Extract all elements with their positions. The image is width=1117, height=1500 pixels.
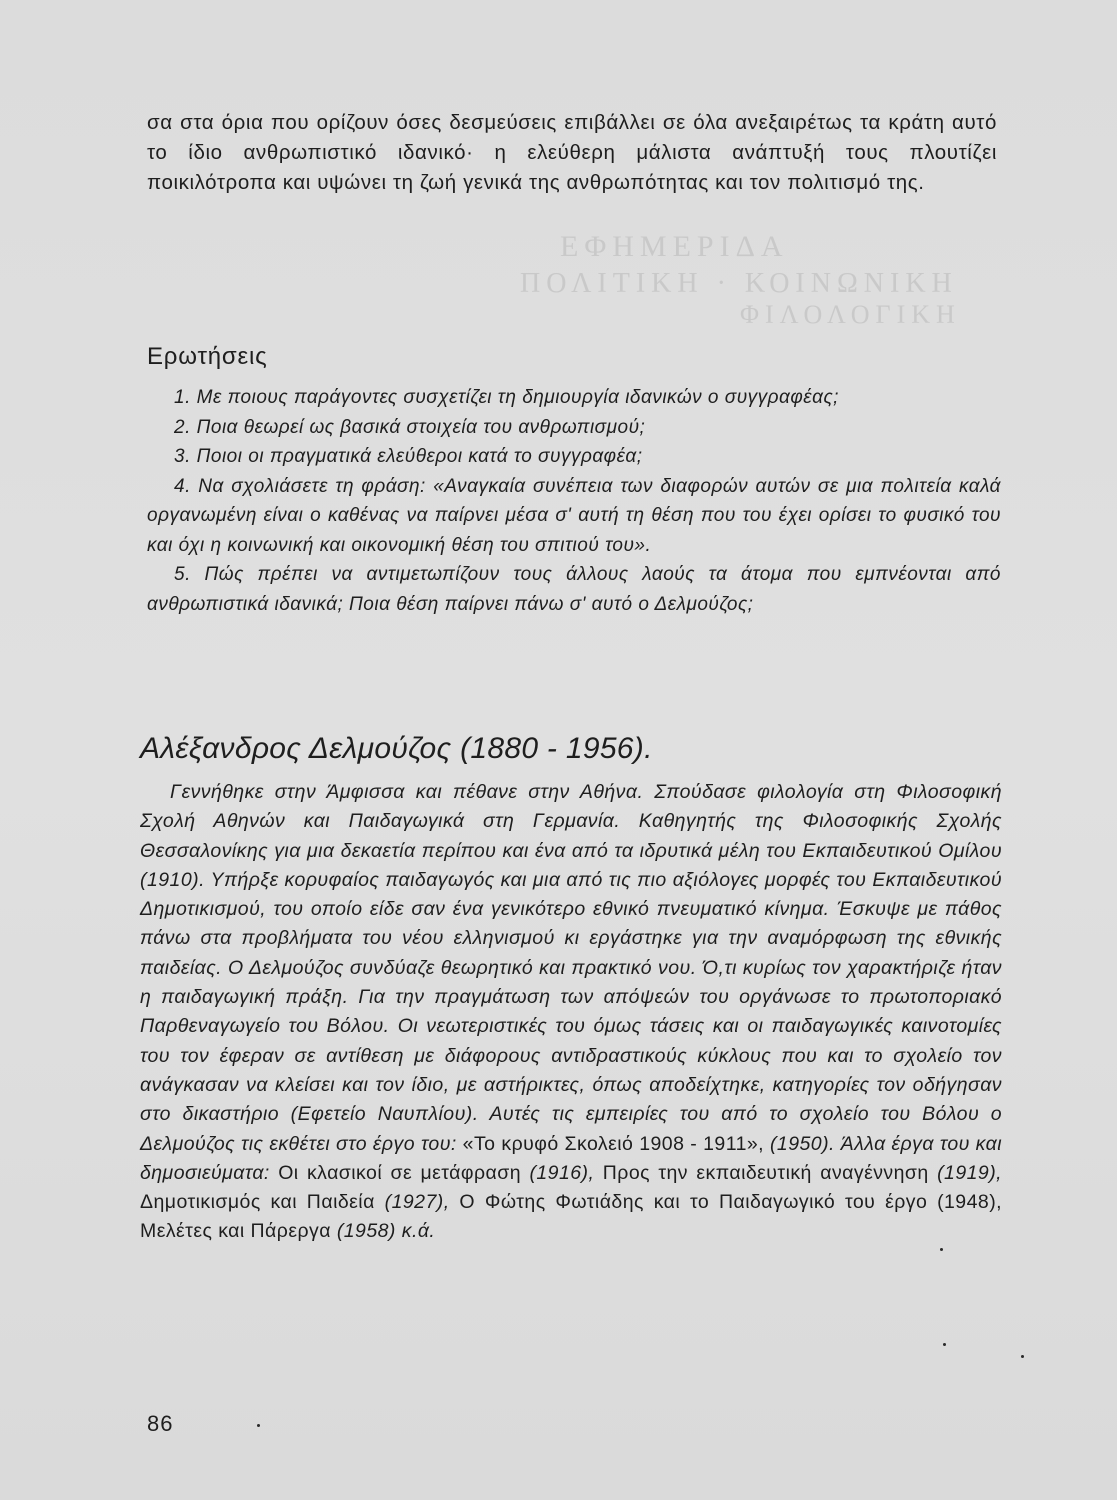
other-works-label: Άλλα έργα του και δημοσιεύματα: — [140, 1132, 1002, 1184]
question-item: 2. Ποια θεωρεί ως βασικά στοιχεία του ανθρωπισμού; — [174, 416, 646, 438]
work-title: Προς την εκπαιδευτική αναγέννηση — [602, 1161, 929, 1184]
questions-heading: Ερωτήσεις — [147, 343, 268, 370]
intro-text: σα στα όρια που ορίζουν όσες δεσμεύσεις επιβάλλει σε όλα ανεξαιρέτως τα κράτη αυτό το ίδιο ανθρωπιστικό ιδανικό· η ελεύθερη μάλιστα ανάπτυξή τους πλουτίζει ποικιλότροπα και υψώνει τη ζωή γενικά της ανθρωπότητας και τον πολιτισμό της. — [147, 111, 997, 194]
question-item: 5. Πώς πρέπει να αντιμετωπίζουν τους άλλους λαούς τα άτομα που εμπνέονται από ανθρωπιστικά ιδανικά; Ποια θέση παίρνει πάνω σ' αυτό ο Δελμούζος; — [147, 564, 1001, 615]
questions-list — [147, 383, 1001, 619]
work-year: (1919), — [937, 1161, 1003, 1184]
biography-title: Αλέξανδρος Δελμούζος (1880 - 1956). — [140, 732, 653, 765]
work-title: Ο Φώτης Φωτιάδης και το Παιδαγωγικό του έργο (1948), Μελέτες και Πάρεργα — [140, 1191, 1003, 1243]
ink-speck — [1021, 1355, 1024, 1358]
page-number: 86 — [147, 1411, 174, 1436]
ink-speck — [257, 1424, 260, 1427]
show-through-ghost: ΠΟΛΙΤΙΚΗ · ΚΟΙΝΩΝΙΚΗ — [520, 268, 958, 299]
show-through-ghost: ΕΦΗΜΕΡΙΔΑ — [560, 230, 789, 263]
question-item: 4. Να σχολιάσετε τη φράση: «Αναγκαία συνέπεια των διαφορών αυτών σε μια πολιτεία καλά οργανωμένη είναι ο καθένας να παίρνει μέσα σ' αυτή τη θέση που του έχει ορίσει το φυσικό του και όχι η κοινωνική και οικονομική θέση του σπιτιού του». — [147, 475, 1001, 556]
work-year: (1958) κ.ά. — [336, 1220, 436, 1243]
work-year: (1916), — [529, 1161, 595, 1184]
biography-text: Γεννήθηκε στην Άμφισσα και πέθανε στην Αθήνα. Σπούδασε φιλολογία στη Φιλοσοφική Σχολή Αθηνών και Παιδαγωγικά στη Γερμανία. Καθηγητής της Φιλοσοφικής Σχολής Θεσσαλονίκης για μια δεκαετία περίπου και ένα από τα ιδρυτικά μέλη του Εκπαιδευτικού Ομίλου (1910). Υπήρξε κορυφαίος παιδαγωγός και μια από τις πιο αξιόλογες μορφές του Εκπαιδευτικού Δημοτικισμού, του οποίο είδε σαν ένα γενικότερο εθνικό πνευματικό κίνημα. Έσκυψε με πάθος πάνω στα προβλήματα του νέου ελληνισμού κι εργάστηκε για την αναμόρφωση της εθνικής παιδείας. Ο Δελμούζος συνδύαζε θεωρητικό και πρακτικό νου. Ό,τι κυρίως τον χαρακτήριζε ήταν η παιδαγωγική πράξη. Για την πραγμάτωση των απόψεών του οργάνωσε το πρωτοποριακό Παρθεναγωγείο του Βόλου. Οι νεωτεριστικές του όμως τάσεις και οι παιδαγωγικές καινοτομίες του τον έφεραν σε αντίθεση με διάφορους αντιδραστικούς κύκλους που και το σχολείο τον ανάγκασαν να κλείσει και τον ίδιο, με αστήρικτες, όπως αποδείχτηκε, κατηγορίες τον οδήγησαν στο δικαστήριο (Εφετείο Ναυπλίου). Αυτές τις εμπειρίες του από το σχολείο του Βόλου ο Δελμούζος τις εκθέτει στο έργο του: — [140, 781, 1002, 1155]
work-title: Δημοτικισμός και Παιδεία — [140, 1191, 375, 1214]
work-title: Οι κλασικοί σε μετάφραση — [278, 1161, 522, 1184]
work-year: (1927), — [384, 1191, 450, 1214]
work-title: «Το κρυφό Σκολειό 1908 - 1911», — [462, 1132, 765, 1155]
show-through-ghost: ΦΙΛΟΛΟΓΙΚΗ — [740, 300, 961, 329]
ink-speck — [940, 1248, 943, 1251]
intro-paragraph — [147, 108, 997, 198]
biography-paragraph — [140, 778, 1002, 1247]
work-year: (1950). — [769, 1132, 835, 1155]
question-item: 1. Με ποιους παράγοντες συσχετίζει τη δημιουργία ιδανικών ο συγγραφέας; — [174, 387, 839, 408]
ink-speck — [943, 1343, 946, 1346]
question-item: 3. Ποιοι οι πραγματικά ελεύθεροι κατά το συγγραφέα; — [174, 446, 643, 467]
